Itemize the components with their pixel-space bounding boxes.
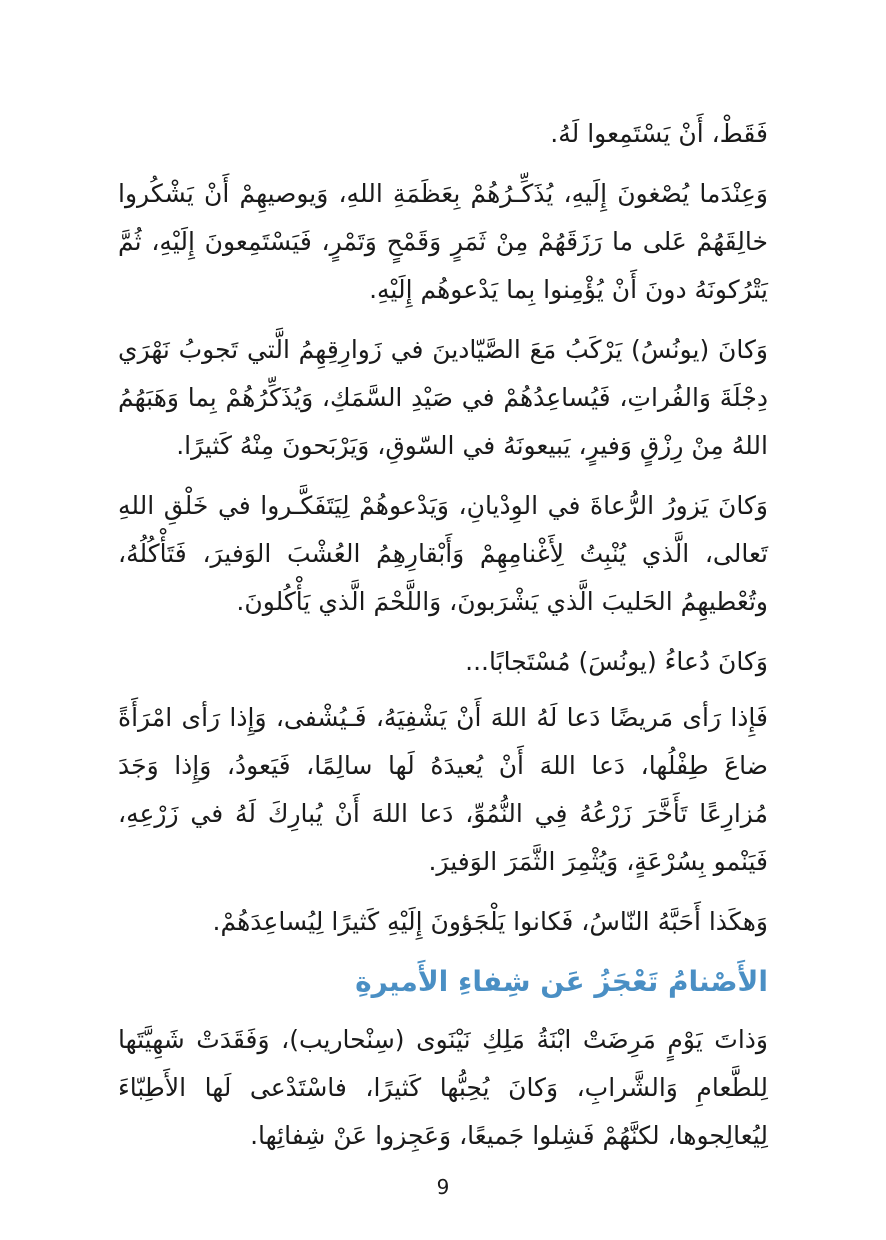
- paragraph-1: فَقَطْ، أَنْ يَسْتَمِعوا لَهُ.: [550, 119, 768, 148]
- paragraph-8: وَذاتَ يَوْمٍ مَرِضَتْ ابْنَةُ مَلِكِ نَيْنَوى (سِنْحاريب)، وَفَقَدَتْ شَهِيَّتَها لِلطَّعامِ وَالشَّرابِ، وَكانَ يُحِبُّها كَثيرًا، فاسْتَدْعى لَها الأَطِبّاءَ لِيُعالِجوها، لكنَّهُمْ فَشِلوا جَميعًا، وَعَجِزوا عَنْ شِفائِها.: [118, 1025, 768, 1150]
- page-number: 9: [436, 1175, 450, 1199]
- paragraph-7: وَهكَذا أَحَبَّهُ النّاسُ، فَكانوا يَلْجَؤونَ إِلَيْهِ كَثيرًا لِيُساعِدَهُمْ.: [212, 907, 768, 936]
- paragraph-4: وَكانَ يَزورُ الرُّعاةَ في الوِدْيانِ، وَيَدْعوهُمْ لِيَتَفَكَّـروا في خَلْقِ اللهِ تَعالى، الَّذي يُنْبِتُ لِأَغْنامِهِمْ وَأَبْقارِهِمُ العُشْبَ الوَفيرَ، فَتَأْكُلُهُ، وتُعْطيهِمُ الحَليبَ الَّذي يَشْرَبونَ، وَاللَّحْمَ الَّذي يَأْكُلونَ.: [118, 491, 768, 616]
- section-heading: الأَصْنامُ تَعْجَزُ عَن شِفاءِ الأَميرةِ: [355, 965, 768, 998]
- paragraph-3: وَكانَ (يونُسُ) يَرْكَبُ مَعَ الصَّيّادينَ في زَوارِقِهِمُ الَّتي تَجوبُ نَهْرَي دِجْلَةَ وَالفُراتِ، فَيُساعِدُهُمْ في صَيْدِ السَّمَكِ، وَيُذَكِّرُهُمْ بِما وَهَبَهُمُ اللهُ مِنْ رِزْقٍ وَفيرٍ، يَبيعونَهُ في السّوقِ، وَيَرْبَحونَ مِنْهُ كَثيرًا.: [118, 335, 768, 460]
- paragraph-6: فَإِذا رَأى مَريضًا دَعا لَهُ اللهَ أَنْ يَشْفِيَهُ، فَـيُشْفى، وَإِذا رَأى امْرَأَةً ضاعَ طِفْلُها، دَعا اللهَ أَنْ يُعيدَهُ لَها سالِمًا، فَيَعودُ، وَإِذا وَجَدَ مُزارِعًا تَأَخَّرَ زَرْعُهُ فِي النُّمُوِّ، دَعا اللهَ أَنْ يُبارِكَ لَهُ في زَرْعِهِ، فَيَنْمو بِسُرْعَةٍ، وَيُثْمِرَ الثَّمَرَ الوَفيرَ.: [118, 703, 768, 876]
- paragraph-2: وَعِنْدَما يُصْغونَ إِلَيهِ، يُذَكِّـرُهُمْ بِعَظَمَةِ اللهِ، وَيوصيهِمْ أَنْ يَشْكُروا خالِقَهُمْ عَلى ما رَزَقَهُمْ مِنْ ثَمَرٍ وَقَمْحٍ وَتَمْرٍ، فَيَسْتَمِعونَ إِلَيْهِ، ثُمَّ يَتْرُكونَهُ دونَ أَنْ يُؤْمِنوا بِما يَدْعوهُم إِلَيْهِ.: [118, 179, 768, 304]
- paragraph-5: وَكانَ دُعاءُ (يونُسَ) مُسْتَجابًا...: [465, 647, 768, 676]
